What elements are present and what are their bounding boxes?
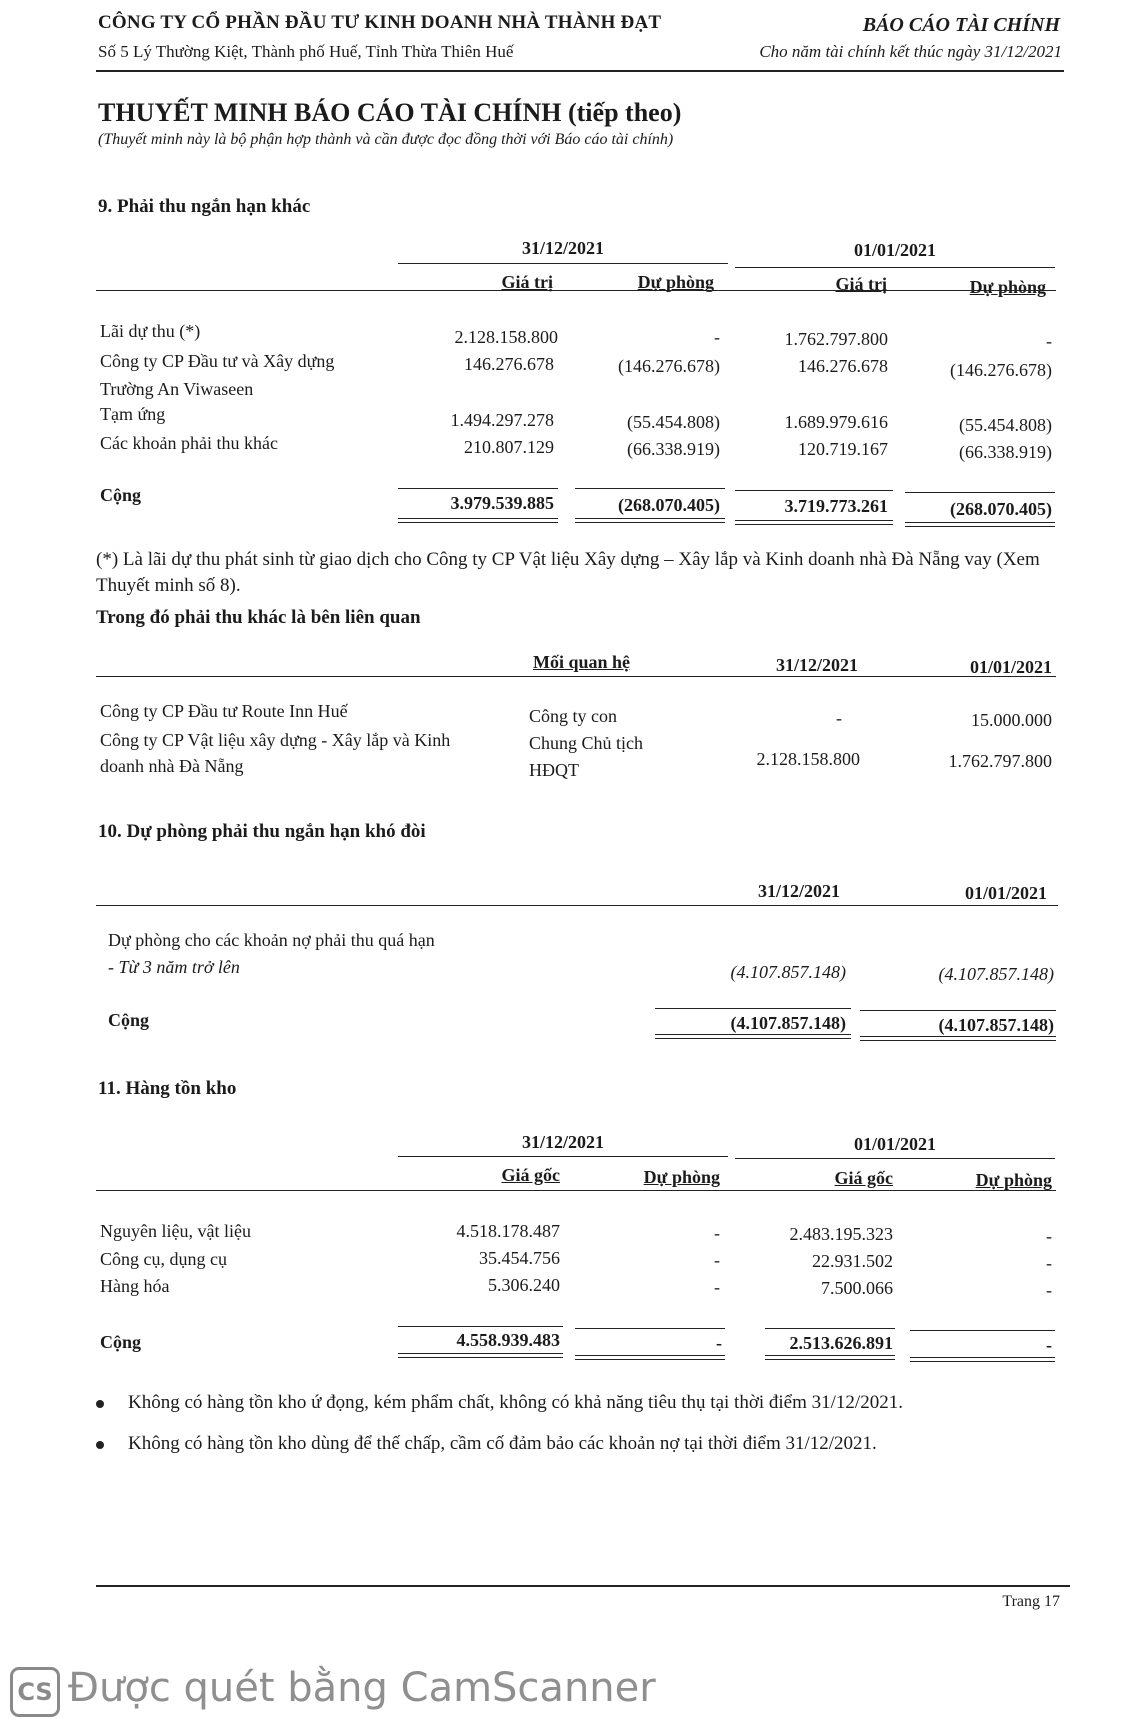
related-row-v1: 2.128.158.800 xyxy=(756,749,860,769)
sec9-col-value-1: Giá trị xyxy=(501,272,553,292)
sec11-date2-rule xyxy=(735,1158,1055,1159)
sec11-row-label: Nguyên liệu, vật liệu xyxy=(100,1221,251,1241)
sec9-row-v2: 146.276.678 xyxy=(798,356,888,376)
sec11-total-v1: 4.558.939.483 xyxy=(456,1330,560,1350)
report-type: BÁO CÁO TÀI CHÍNH xyxy=(862,14,1060,36)
bullet-icon xyxy=(96,1441,104,1449)
sec11-row-v2: 7.500.066 xyxy=(821,1278,893,1298)
sec9-row-v1: 2.128.158.800 xyxy=(454,327,558,347)
sec9-row-p1: - xyxy=(714,327,720,347)
sec11-row-p1: - xyxy=(714,1250,720,1270)
sec9-row-label: Lãi dự thu (*) xyxy=(100,321,201,341)
sec9-total-double-rule xyxy=(398,518,558,523)
sec9-date2-header: 01/01/2021 xyxy=(853,240,936,260)
related-heading: Trong đó phải thu khác là bên liên quan xyxy=(96,607,421,628)
sec10-v1: (4.107.857.148) xyxy=(730,962,846,982)
sec11-row-p2: - xyxy=(1046,1280,1052,1300)
sec11-row-p2: - xyxy=(1046,1226,1052,1246)
sec9-row-p2: - xyxy=(1046,331,1052,351)
sec11-total-double-rule xyxy=(575,1355,725,1360)
footer-divider xyxy=(96,1585,1070,1587)
sec9-row-p1: (146.276.678) xyxy=(618,356,720,376)
related-row-relation: Công ty con xyxy=(529,706,617,726)
sec9-total-v1: 3.979.539.885 xyxy=(450,493,554,513)
camscanner-watermark: Được quét bằng CamScanner xyxy=(68,1665,656,1711)
related-row-v2: 1.762.797.800 xyxy=(948,751,1052,771)
sec10-total-v1: (4.107.857.148) xyxy=(730,1013,846,1033)
sec9-row-v1: 146.276.678 xyxy=(464,354,554,374)
sec9-date1-rule xyxy=(398,263,728,264)
sec10-col-d1: 31/12/2021 xyxy=(757,881,840,901)
sec9-row-p2: (55.454.808) xyxy=(959,415,1052,435)
sec10-total-v2: (4.107.857.148) xyxy=(938,1015,1054,1035)
sec9-row-v2: 1.689.979.616 xyxy=(784,412,888,432)
related-row-v1: - xyxy=(836,708,842,728)
sec9-row-p1: (66.338.919) xyxy=(627,439,720,459)
sec10-sub-label: - Từ 3 năm trở lên xyxy=(108,957,240,977)
sec9-date2-rule xyxy=(735,267,1055,268)
sec9-row-label: Công ty CP Đầu tư và Xây dựng xyxy=(100,351,335,371)
sec11-total-v2: 2.513.626.891 xyxy=(789,1333,893,1353)
related-row-name: Công ty CP Đầu tư Route Inn Huế xyxy=(100,701,348,721)
sec9-total-p2: (268.070.405) xyxy=(950,499,1052,519)
sec11-row-label: Công cụ, dụng cụ xyxy=(100,1249,227,1269)
sec11-row-v2: 2.483.195.323 xyxy=(789,1224,893,1244)
sec9-total-rule xyxy=(905,492,1055,493)
sec9-total-v2: 3.719.773.261 xyxy=(784,496,888,516)
related-row-name: Công ty CP Vật liệu xây dựng - Xây lắp và Kinh xyxy=(100,730,451,750)
sec11-total-p2: - xyxy=(1046,1335,1052,1355)
section-9-heading: 9. Phải thu ngắn hạn khác xyxy=(98,196,311,217)
section-11-heading: 11. Hàng tồn kho xyxy=(98,1078,237,1099)
sec11-row-p1: - xyxy=(714,1223,720,1243)
related-row-relation-cont: HĐQT xyxy=(529,760,579,780)
inventory-note-text: Không có hàng tồn kho ứ đọng, kém phẩm chất, không có khả năng tiêu thụ tại thời điểm 31/12/2021. xyxy=(128,1392,903,1413)
sec11-total-p1: - xyxy=(716,1333,722,1353)
sec11-row-p1: - xyxy=(714,1277,720,1297)
sec9-total-rule xyxy=(575,488,725,489)
sec11-row-p2: - xyxy=(1046,1253,1052,1273)
sec10-col-d2: 01/01/2021 xyxy=(964,883,1047,903)
sec9-total-label: Cộng xyxy=(100,485,142,505)
inventory-note xyxy=(96,1392,903,1414)
sec9-row-p2: (146.276.678) xyxy=(950,360,1052,380)
sec11-col-provision-1: Dự phòng xyxy=(643,1167,720,1187)
sec9-date1-header: 31/12/2021 xyxy=(521,238,604,258)
sec11-total-double-rule xyxy=(910,1357,1055,1362)
sec10-header-rule xyxy=(96,905,1058,906)
sec11-total-rule xyxy=(765,1328,895,1329)
related-row-relation: Chung Chủ tịch xyxy=(529,733,644,753)
sec9-col-value-2: Giá trị xyxy=(835,274,887,294)
sec9-row-label: Các khoản phải thu khác xyxy=(100,433,278,453)
sec9-row-v2: 1.762.797.800 xyxy=(784,329,888,349)
sec9-row-p1: (55.454.808) xyxy=(627,412,720,432)
sec11-date2-header: 01/01/2021 xyxy=(853,1134,936,1154)
inventory-note-text: Không có hàng tồn kho dùng để thế chấp, cầm cố đảm bảo các khoản nợ tại thời điểm 31/12/2021. xyxy=(128,1433,877,1454)
bullet-icon xyxy=(96,1400,104,1408)
related-col-d2: 01/01/2021 xyxy=(969,657,1052,677)
page-number: Trang 17 xyxy=(1002,1593,1060,1610)
sec11-row-v1: 4.518.178.487 xyxy=(456,1221,560,1241)
section-10-heading: 10. Dự phòng phải thu ngắn hạn khó đòi xyxy=(98,821,426,842)
related-col-d1: 31/12/2021 xyxy=(775,655,858,675)
sec9-total-double-rule xyxy=(905,522,1055,527)
sec11-row-v1: 35.454.756 xyxy=(479,1248,560,1268)
header-divider xyxy=(96,70,1064,72)
page-title: THUYẾT MINH BÁO CÁO TÀI CHÍNH (tiếp theo) xyxy=(98,98,682,127)
sec9-total-double-rule xyxy=(735,520,893,525)
sec11-date1-header: 31/12/2021 xyxy=(521,1132,604,1152)
sec11-total-rule xyxy=(398,1326,563,1327)
company-name: CÔNG TY CỔ PHẦN ĐẦU TƯ KINH DOANH NHÀ THÀNH ĐẠT xyxy=(98,12,662,33)
sec9-footnote: (*) Là lãi dự thu phát sinh từ giao dịch cho Công ty CP Vật liệu Xây dựng – Xây lắp và Kinh doanh nhà Đà Nẵng vay (Xem Thuyết minh số 8). xyxy=(96,549,1040,596)
sec11-row-label: Hàng hóa xyxy=(100,1276,170,1296)
sec11-date1-rule xyxy=(398,1156,728,1157)
camscanner-logo-icon: CS xyxy=(10,1667,60,1717)
sec11-row-v2: 22.931.502 xyxy=(812,1251,893,1271)
sec9-header-rule xyxy=(96,290,1056,291)
sec11-total-label: Cộng xyxy=(100,1332,142,1352)
sec11-total-double-rule xyxy=(765,1355,895,1360)
related-row-name-cont: doanh nhà Đà Nẵng xyxy=(100,756,244,776)
sec11-header-rule xyxy=(96,1190,1056,1191)
sec10-total-label: Cộng xyxy=(108,1010,150,1030)
sec9-total-rule xyxy=(735,490,893,491)
sec10-total-double-rule xyxy=(655,1034,851,1039)
sec11-total-rule xyxy=(575,1328,725,1329)
sec10-total-rule xyxy=(655,1008,851,1009)
sec11-total-double-rule xyxy=(398,1353,563,1358)
sec9-row-v2: 120.719.167 xyxy=(798,439,888,459)
sec10-total-double-rule xyxy=(860,1036,1056,1041)
sec9-row-p2: (66.338.919) xyxy=(959,442,1052,462)
sec11-col-cost-1: Giá gốc xyxy=(501,1165,560,1185)
sec10-v2: (4.107.857.148) xyxy=(938,964,1054,984)
sec9-row-v1: 1.494.297.278 xyxy=(450,410,554,430)
sec9-row-label: Tạm ứng xyxy=(100,404,166,424)
inventory-note xyxy=(96,1433,877,1455)
sec11-col-cost-2: Giá gốc xyxy=(834,1168,893,1188)
sec9-row-v1: 210.807.129 xyxy=(464,437,554,457)
sec9-row-label-cont: Trường An Viwaseen xyxy=(100,379,254,399)
page-subtitle: (Thuyết minh này là bộ phận hợp thành và cần được đọc đồng thời với Báo cáo tài chính) xyxy=(98,131,674,148)
sec11-total-rule xyxy=(910,1330,1055,1331)
related-header-rule xyxy=(96,676,1056,677)
sec11-col-provision-2: Dự phòng xyxy=(975,1170,1052,1190)
sec9-total-p1: (268.070.405) xyxy=(618,495,720,515)
report-period: Cho năm tài chính kết thúc ngày 31/12/2021 xyxy=(759,42,1062,61)
sec9-total-rule xyxy=(398,488,558,489)
sec9-col-provision-2: Dự phòng xyxy=(969,277,1046,297)
sec10-total-rule xyxy=(860,1010,1056,1011)
sec11-row-v1: 5.306.240 xyxy=(488,1275,560,1295)
sec10-row-label: Dự phòng cho các khoản nợ phải thu quá hạn xyxy=(108,930,435,950)
company-address: Số 5 Lý Thường Kiệt, Thành phố Huế, Tỉnh Thừa Thiên Huế xyxy=(98,42,514,61)
related-col-relation: Mối quan hệ xyxy=(533,652,631,672)
related-row-v2: 15.000.000 xyxy=(971,710,1052,730)
sec9-col-provision-1: Dự phòng xyxy=(637,272,714,292)
sec9-total-double-rule xyxy=(575,518,725,523)
